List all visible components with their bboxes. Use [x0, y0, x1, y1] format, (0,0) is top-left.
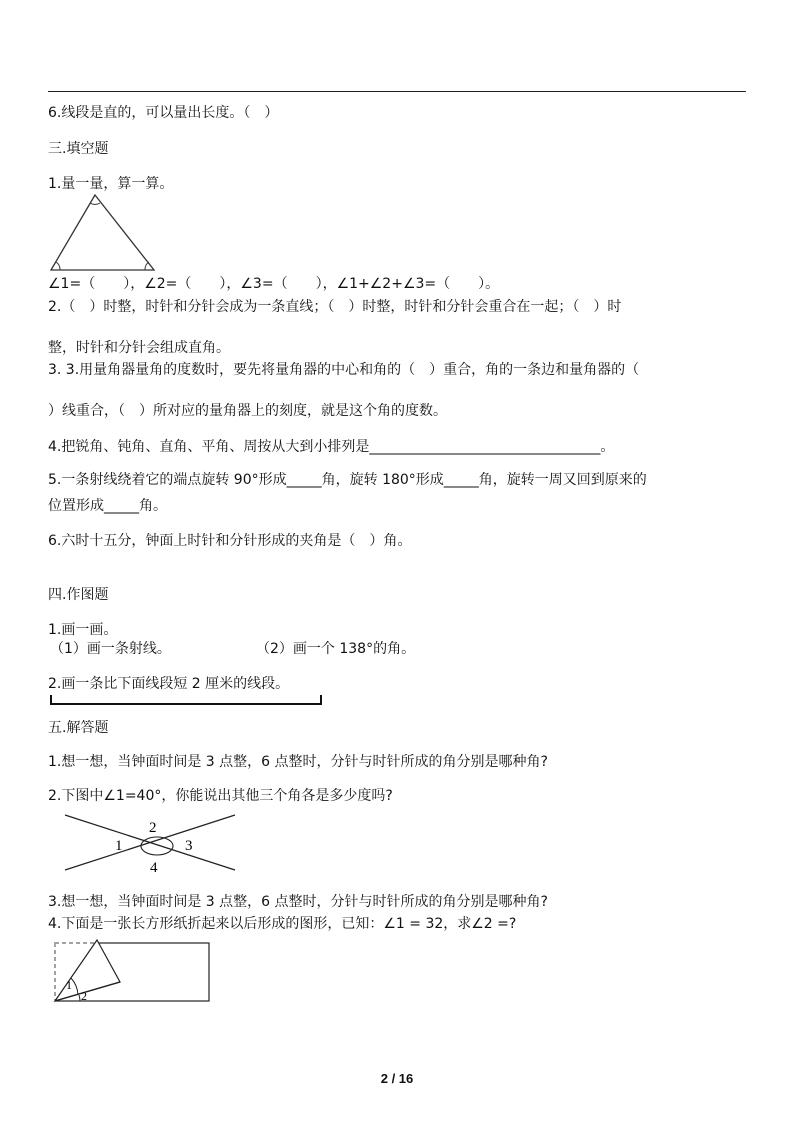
angle-label-2: 2	[149, 820, 157, 836]
fill-5-line-2: 位置形成_____角。	[48, 498, 167, 514]
answer-2-prompt: 2.下图中∠1=40°，你能说出其他三个角各是多少度吗?	[48, 788, 393, 804]
fill-1-prompt: 1.量一量，算一算。	[48, 176, 174, 192]
angle-label-3: 3	[185, 838, 193, 854]
intersecting-lines-figure	[60, 810, 242, 878]
section-5-title: 五.解答题	[48, 720, 109, 736]
draw-1-sub-1: （1）画一条射线。	[50, 641, 171, 657]
answer-4-prompt: 4.下面是一张长方形纸折起来以后形成的图形，已知：∠1 = 32，求∠2 =?	[48, 916, 517, 932]
fill-2-line-1: 2.（ ）时整，时针和分针会成为一条直线；（ ）时整，时针和分针会重合在一起；（ ）时	[48, 299, 622, 315]
draw-1-prompt: 1.画一画。	[48, 622, 118, 638]
fill-3-line-2: ）线重合，（ ）所对应的量角器上的刻度，就是这个角的度数。	[48, 403, 447, 419]
fold-angle-label-2: 2	[81, 989, 87, 1003]
question-6-true-false: 6.线段是直的，可以量出长度。（ ）	[48, 105, 279, 121]
fill-5-line-1: 5.一条射线绕着它的端点旋转 90°形成_____角，旋转 180°形成_____角，旋转一周又回到原来的	[48, 472, 647, 488]
fill-1-answer-line: ∠1=（ ），∠2=（ ），∠3=（ ），∠1+∠2+∠3=（ ）。	[48, 276, 500, 292]
answer-3: 3.想一想，当钟面时间是 3 点整，6 点整时，分针与时针所成的角分别是哪种角?	[48, 894, 548, 910]
page-number: 2 / 16	[380, 1071, 414, 1086]
fold-angle-label-1: 1	[66, 978, 72, 992]
header-rule	[48, 91, 746, 92]
fill-3-line-1: 3. 3.用量角器量角的度数时，要先将量角器的中心和角的（ ）重合，角的一条边和量角器的（	[48, 362, 640, 378]
fill-6: 6.六时十五分，钟面上时针和分针形成的夹角是（ ）角。	[48, 533, 412, 549]
triangle-figure	[48, 192, 158, 274]
fill-2-line-2: 整，时针和分针会组成直角。	[48, 340, 230, 356]
draw-1-sub-2: （2）画一个 138°的角。	[256, 641, 416, 657]
draw-2-prompt: 2.画一条比下面线段短 2 厘米的线段。	[48, 676, 290, 692]
answer-1: 1.想一想，当钟面时间是 3 点整，6 点整时，分针与时针所成的角分别是哪种角?	[48, 754, 548, 770]
section-3-title: 三.填空题	[48, 141, 109, 157]
reference-segment	[48, 692, 326, 708]
section-4-title: 四.作图题	[48, 587, 109, 603]
angle-label-1: 1	[115, 838, 123, 854]
angle-label-4: 4	[150, 860, 158, 876]
fill-4: 4.把锐角、钝角、直角、平角、周按从大到小排列是_________________________________。	[48, 439, 615, 455]
folded-rectangle-figure	[48, 937, 213, 1005]
